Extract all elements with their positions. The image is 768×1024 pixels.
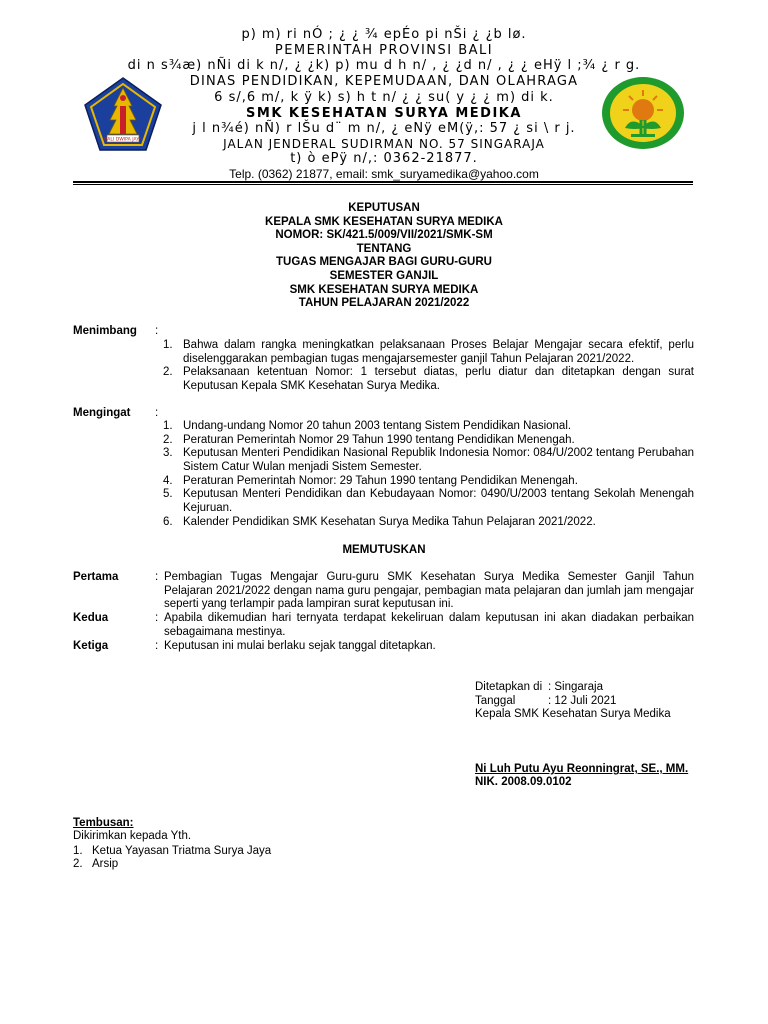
letterhead-government: PEMERINTAH PROVINSI BALI bbox=[274, 43, 494, 58]
decision-label-kedua: Kedua bbox=[73, 612, 109, 624]
list-number: 2. bbox=[163, 366, 173, 378]
list-item bbox=[163, 475, 694, 489]
letterhead-script-line-1: p) m) ri nÓ ; ¿ ¿ ¾ epÉo pi nŠi ¿ ¿b lø. bbox=[241, 27, 527, 42]
list-text: Peraturan Pemerintah Nomor 29 Tahun 1990 tentang Pendidikan Menengah. bbox=[183, 434, 575, 446]
letterhead-script-line-3: 6 s/,6 m/, k ÿ k) s) h t n/ ¿ ¿ su( y ¿ ¿ m) di k. bbox=[214, 90, 554, 105]
list-number: 1. bbox=[163, 420, 173, 432]
tembusan-intro: Dikirimkan kepada Yth. bbox=[73, 830, 192, 842]
mengingat-label: Mengingat bbox=[73, 407, 131, 419]
list-number: 1. bbox=[73, 845, 83, 857]
title-line: SMK KESEHATAN SURYA MEDIKA bbox=[289, 283, 479, 296]
memutuskan-heading: MEMUTUSKAN bbox=[342, 544, 426, 556]
date-label: Tanggal bbox=[475, 695, 516, 707]
date-value: : 12 Juli 2021 bbox=[548, 695, 617, 707]
list-text: Ketua Yayasan Triatma Surya Jaya bbox=[92, 845, 272, 857]
svg-text:BALI DWIPA JAYA: BALI DWIPA JAYA bbox=[104, 137, 142, 143]
decision-text: Keputusan ini mulai berlaku sejak tanggal ditetapkan. bbox=[164, 640, 436, 652]
signature-place bbox=[475, 681, 603, 693]
list-text: Pelaksanaan ketentuan Nomor: 1 tersebut diatas, perlu diatur dan ditetapkan dengan surat Keputusan Kepala SMK Kesehatan Surya Medika. bbox=[183, 366, 694, 392]
letterhead-address: JALAN JENDERAL SUDIRMAN NO. 57 SINGARAJA bbox=[223, 137, 545, 151]
list-item bbox=[73, 845, 272, 857]
list-number: 2. bbox=[73, 858, 83, 870]
title-line: TENTANG bbox=[356, 242, 412, 255]
letterhead-rule-thin bbox=[73, 184, 693, 185]
list-text: Kalender Pendidikan SMK Kesehatan Surya Medika Tahun Pelajaran 2021/2022. bbox=[183, 516, 596, 528]
letterhead-contact: Telp. (0362) 21877, email: smk_suryamedika@yahoo.com bbox=[229, 167, 539, 181]
list-item bbox=[163, 447, 694, 474]
list-text: Arsip bbox=[92, 858, 119, 870]
signatory-position: Kepala SMK Kesehatan Surya Medika bbox=[475, 708, 671, 720]
list-text: Keputusan Menteri Pendidikan dan Kebudayaan Nomor: 0490/U/2003 tentang Sekolah Menengah Kejuruan. bbox=[183, 488, 694, 514]
menimbang-label: Menimbang bbox=[73, 325, 137, 337]
list-item bbox=[163, 366, 694, 393]
letterhead-rule-thick bbox=[73, 181, 693, 183]
title-line: TAHUN PELAJARAN 2021/2022 bbox=[298, 297, 470, 310]
list-text: Bahwa dalam rangka meningkatkan pelaksanaan Proses Belajar Mengajar secara efektif, perlu diselenggarakan pembagian tugas mengajarsemester ganjil Tahun Pelajaran 2021/2022. bbox=[183, 339, 694, 365]
letterhead-script-line-5: t) ò ePÿ n/,: 0362-21877. bbox=[290, 151, 478, 166]
decision-label-ketiga: Ketiga bbox=[73, 640, 109, 652]
menimbang-colon: : bbox=[155, 325, 159, 337]
title-line: KEPUTUSAN bbox=[348, 202, 420, 214]
decree-title bbox=[0, 202, 768, 311]
title-line: NOMOR: SK/421.5/009/VII/2021/SMK-SM bbox=[275, 229, 493, 242]
list-number: 1. bbox=[163, 339, 173, 351]
decision-colon: : bbox=[155, 640, 159, 652]
list-text: Undang-undang Nomor 20 tahun 2003 tentang Sistem Pendidikan Nasional. bbox=[183, 420, 572, 432]
decision-colon: : bbox=[155, 612, 159, 624]
tembusan-heading: Tembusan: bbox=[73, 817, 134, 829]
title-line: SEMESTER GANJIL bbox=[329, 269, 439, 282]
list-text: Peraturan Pemerintah Nomor: 29 Tahun 1990 tentang Pendidikan Menengah. bbox=[183, 475, 578, 487]
decision-colon: : bbox=[155, 571, 159, 583]
place-label: Ditetapkan di bbox=[475, 681, 543, 693]
decision-ketiga bbox=[155, 640, 694, 654]
letterhead-script-line-2: di n s¾æ) nÑi di k n/, ¿ ¿k) p) mu d h n/ , ¿ ¿d n/ , ¿ ¿ eHÿ l ;¾ ¿ r g. bbox=[127, 58, 641, 73]
list-text: Keputusan Menteri Pendidikan Nasional Republik Indonesia Nomor: 084/U/2002 tentang Perubahan Sistem Catur Wulan menjadi Sistem Semester. bbox=[183, 447, 694, 473]
list-number: 4. bbox=[163, 475, 173, 487]
title-line: TUGAS MENGAJAR BAGI GURU-GURU bbox=[276, 256, 492, 269]
list-item bbox=[163, 516, 694, 530]
signature-date bbox=[475, 695, 617, 707]
list-number: 5. bbox=[163, 488, 173, 500]
list-item bbox=[163, 488, 694, 515]
decision-text: Pembagian Tugas Mengajar Guru-guru SMK Kesehatan Surya Medika Semester Ganjil Tahun Pelajaran 2021/2022 dengan nama guru pengajar, pembagian mata pelajaran dan jumlah jam mengajar seperti yang terlampir pada lampiran surat keputusan ini. bbox=[164, 571, 694, 610]
decision-text: Apabila dikemudian hari ternyata terdapat kekeliruan dalam keputusan ini akan diadakan perbaikan sebagaimana mestinya. bbox=[164, 612, 694, 638]
list-item bbox=[163, 420, 694, 434]
signatory-nik: NIK. 2008.09.0102 bbox=[475, 776, 572, 788]
mengingat-colon: : bbox=[155, 407, 159, 419]
signatory-name: Ni Luh Putu Ayu Reonningrat, SE., MM. bbox=[475, 763, 689, 775]
letterhead-department: DINAS PENDIDIKAN, KEPEMUDAAN, DAN OLAHRAGA bbox=[189, 74, 579, 89]
title-line: KEPALA SMK KESEHATAN SURYA MEDIKA bbox=[265, 215, 503, 228]
bali-province-emblem-icon bbox=[83, 76, 163, 152]
list-number: 2. bbox=[163, 434, 173, 446]
school-emblem-icon bbox=[601, 76, 685, 150]
place-value: : Singaraja bbox=[548, 681, 603, 693]
list-number: 6. bbox=[163, 516, 173, 528]
letterhead-school-name: SMK KESEHATAN SURYA MEDIKA bbox=[246, 106, 522, 121]
decision-label-pertama: Pertama bbox=[73, 571, 119, 583]
decision-pertama bbox=[155, 571, 694, 612]
list-item bbox=[163, 339, 694, 366]
list-item bbox=[163, 434, 694, 448]
list-number: 3. bbox=[163, 447, 173, 459]
letterhead-script-line-4: j l n¾é) nÑ) r lŠu d¨ m n/, ¿ eNÿ eM(ÿ,: 57 ¿ si \ r j. bbox=[192, 121, 576, 136]
list-item bbox=[73, 858, 119, 870]
decision-kedua bbox=[155, 612, 694, 639]
